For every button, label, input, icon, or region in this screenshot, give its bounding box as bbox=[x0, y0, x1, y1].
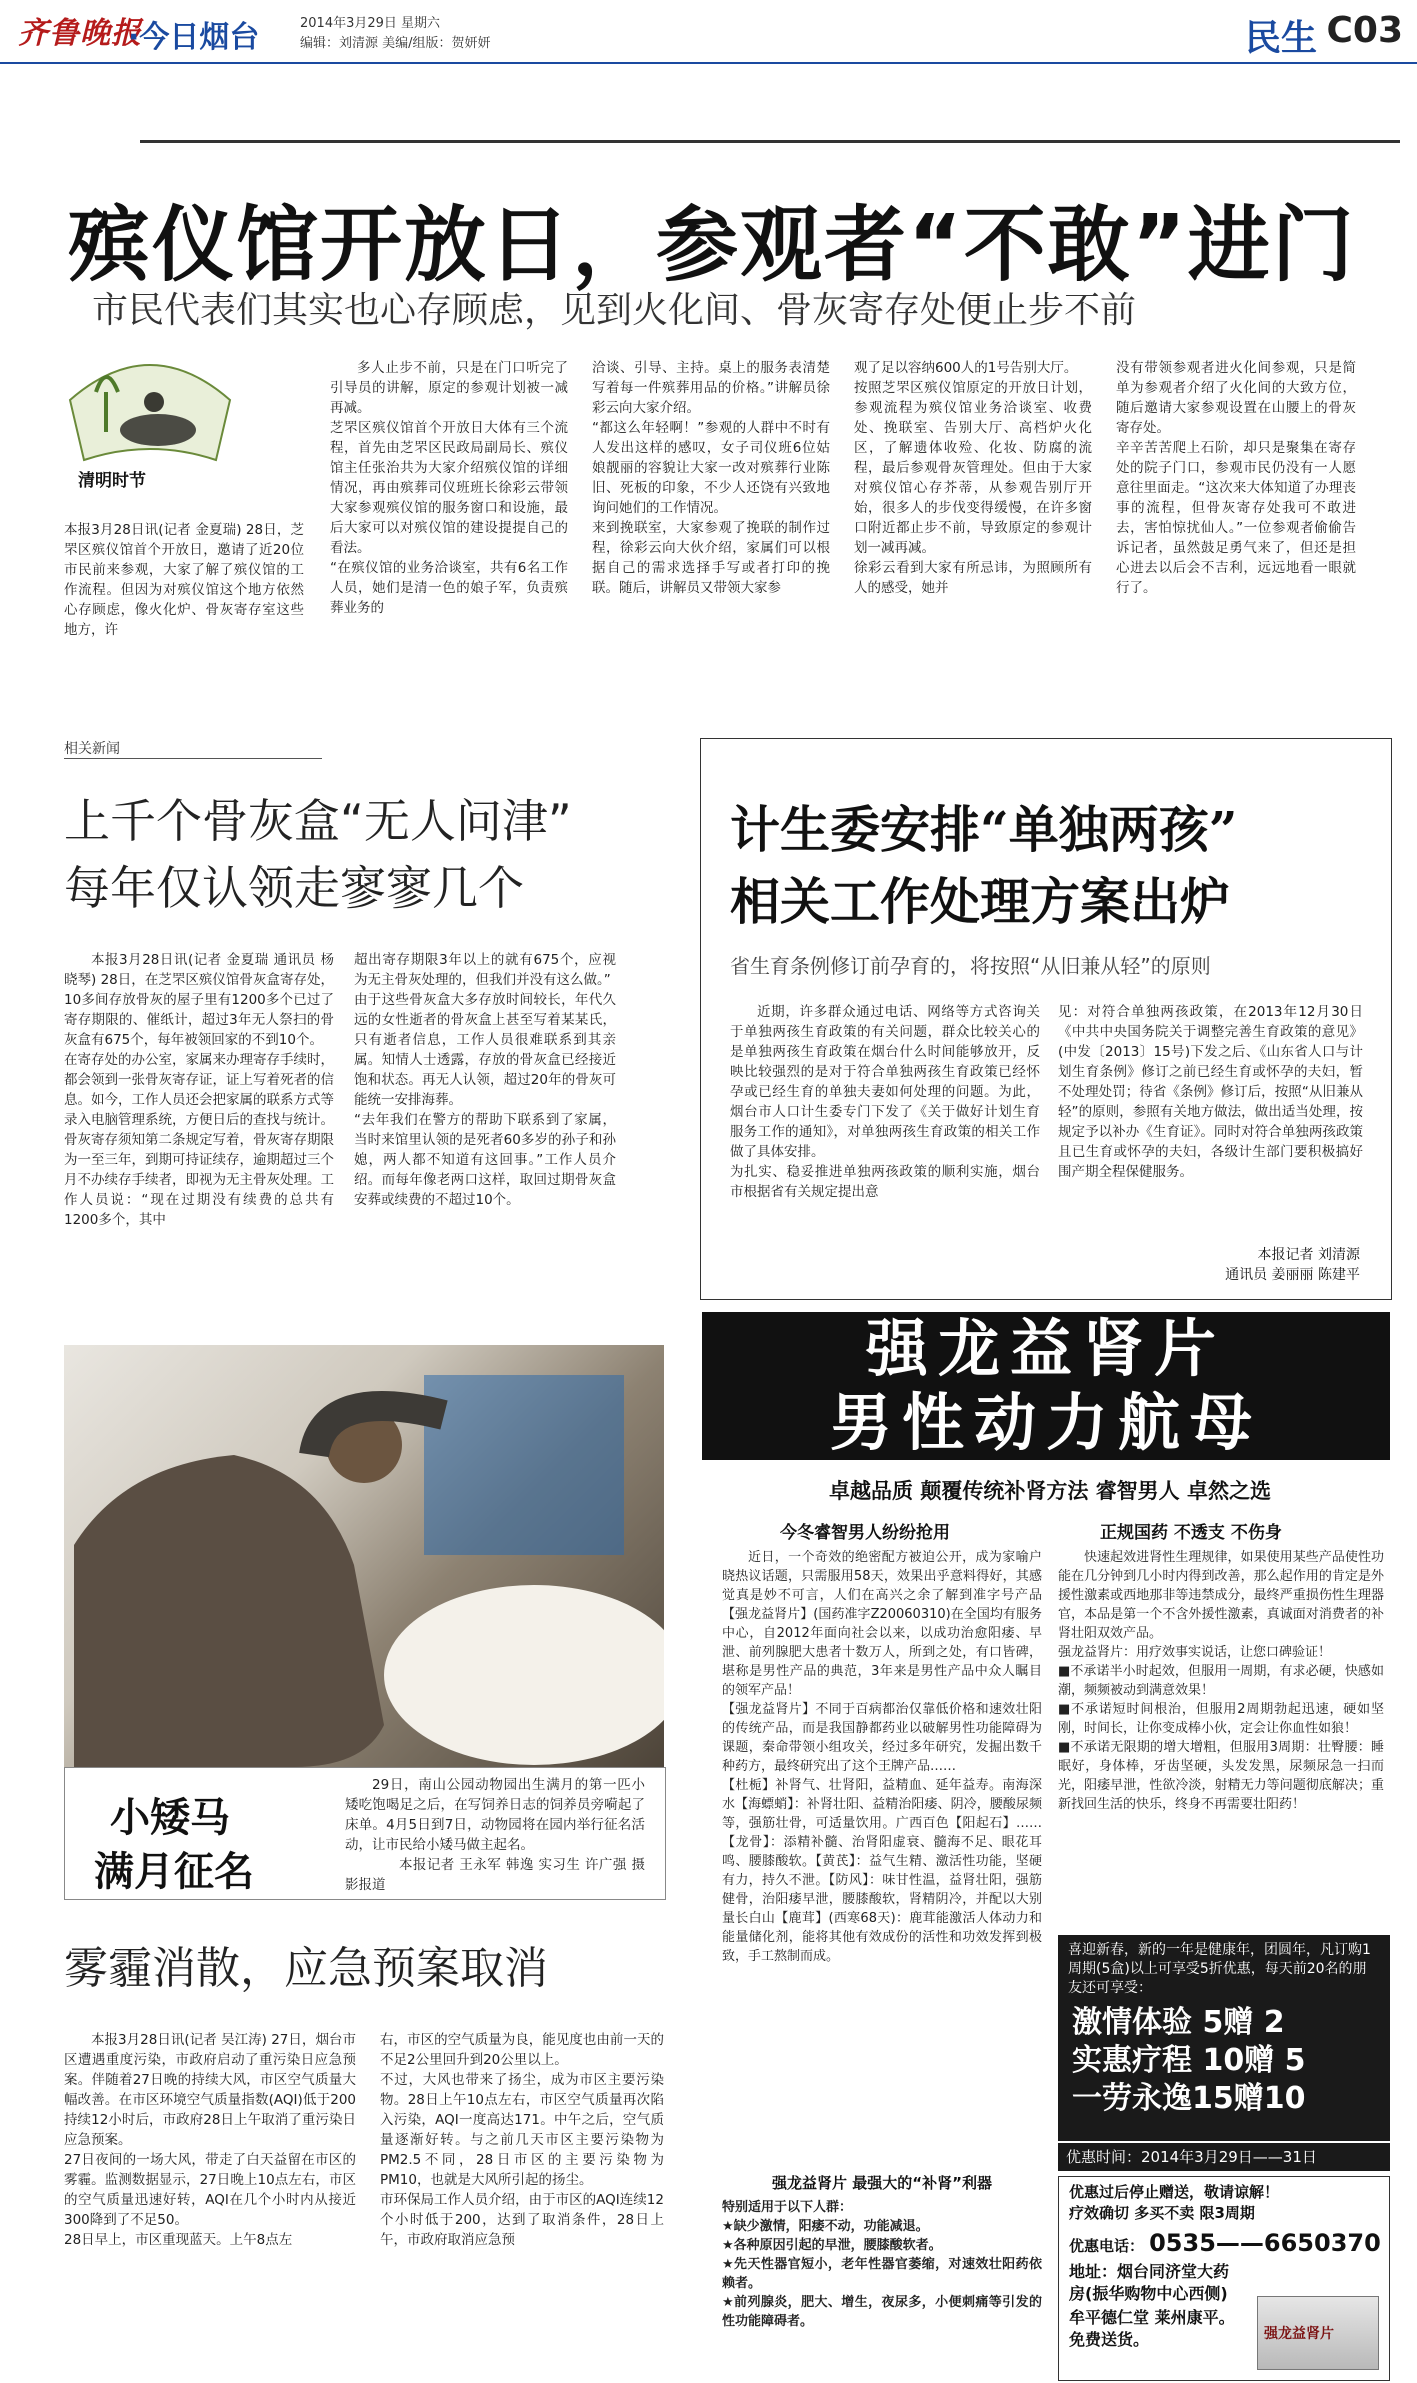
promo-offer-1: 激情体验 5赠 2 bbox=[1072, 2005, 1285, 2040]
ad-banner bbox=[702, 1312, 1390, 1460]
urns-col-1-text: 本报3月28日讯(记者 金夏瑞 通讯员 杨晓琴) 28日，在芝罘区殡仪馆骨灰盒寄存处，10多间存放骨灰的屋子里有1200多个已过了寄存期限的、催纸计，超过3年无人祭扫的骨灰盒有675个，每年被领回家的不到10个。 在寄存处的办公室，家属来办理寄存手续时，都会领到一张骨灰寄存证，证上写着死者的信息。如今，工作人员还会把家属的联系方式等录入电脑管理系统，方便日后的查找与统计。 骨灰寄存须知第二条规定写着，骨灰寄存期限为一至三年，到期可持证续存，逾期超过三个月不办续存手续者，即视为无主骨灰处理。工作人员说：“现在过期没有续费的总共有1200多个，其中 bbox=[64, 952, 334, 1228]
notice-line-2: 疗效确切 多买不卖 限3周期 bbox=[1069, 2204, 1255, 2222]
lead-col-1: 本报3月28日讯(记者 金夏瑞) 28日，芝罘区殡仪馆首个开放日，邀请了近20位市民前来参观，大家了解了殡仪馆的工作流程。但因为对殡仪馆这个地方依然心存顾虑，像火化炉、骨灰寄存室这些地方，许 bbox=[64, 522, 304, 638]
ad-left-subheading: 强龙益肾片 最强大的“补肾”利器 bbox=[772, 2174, 992, 2192]
promo-offer-2: 实惠疗程 10赠 5 bbox=[1072, 2043, 1306, 2078]
product-box-image bbox=[1257, 2296, 1379, 2370]
lead-title: 殡仪馆开放日，参观者“不敢”进门 bbox=[68, 198, 1356, 293]
promo-text: 喜迎新春，新的一年是健康年，团圆年，凡订购1周期(5盒)以上可享受5折优惠，每天前20名的朋友还可享受： bbox=[1068, 1942, 1371, 1996]
issue-editors: 编辑：刘清源 美编/组版：贺妍妍 bbox=[300, 36, 491, 51]
ad-heading-left: 今冬睿智男人纷纷抢用 bbox=[780, 1523, 950, 1543]
phone-label: 优惠电话： bbox=[1069, 2237, 1145, 2255]
pony-photo bbox=[64, 1345, 664, 1767]
lead-col-3-text: 洽谈、引导、主持。桌上的服务表清楚写着每一件殡葬用品的价格。”讲解员徐彩云向大家介绍。 “都这么年轻啊！”参观的人群中不时有人发出这样的感叹，女子司仪班6位姑娘靓丽的容貌让大家一改对殡葬行业陈旧、死板的印象，不少人还饶有兴致地询问她们的工作情况。 来到挽联室，大家参观了挽联的制作过程，徐彩云向大伙介绍，家属们可以根据自己的需求选择手写或者打印的挽联。随后，讲解员又带领大家参 bbox=[592, 360, 830, 596]
newspaper-logo: 齐鲁晚报 bbox=[18, 16, 142, 51]
birth-byline bbox=[1160, 1245, 1360, 1285]
pony-caption-text bbox=[345, 1775, 645, 1895]
pony-title-1: 小矮马 bbox=[110, 1795, 230, 1841]
other-stores: 牟平德仁堂 莱州康平。免费送货。 bbox=[1069, 2308, 1235, 2349]
ad-heading-right: 正规国药 不透支 不伤身 bbox=[1100, 1523, 1282, 1543]
birth-col-1 bbox=[730, 1002, 1040, 1287]
pastoral-illustration bbox=[66, 330, 234, 480]
birth-title-1: 计生委安排“单独两孩” bbox=[730, 800, 1238, 859]
ad-slogan: 卓越品质 颠覆传统补肾方法 睿智男人 卓然之选 bbox=[829, 1479, 1271, 1503]
urns-col-1 bbox=[64, 950, 334, 1298]
smog-title: 雾霾消散，应急预案取消 bbox=[64, 1943, 548, 1994]
ad-right-col bbox=[1058, 1548, 1384, 1928]
ad-title-2: 男性动力航母 bbox=[829, 1386, 1262, 1459]
pony-caption: 29日，南山公园动物园出生满月的第一匹小矮吃饱喝足之后，在写饲养日志的饲养员旁嗬起了床单。4月5日到7日，动物园将在园内举行征名活动，让市民给小矮马做主起名。 bbox=[345, 1777, 645, 1853]
related-news-tag bbox=[64, 738, 322, 759]
ad-left-list bbox=[722, 2198, 1042, 2376]
ad-left-col bbox=[722, 1548, 1042, 2168]
ad-left-list-text: 特别适用于以下人群： ★缺少激情，阳痿不动，功能减退。 ★各种原因引起的早泄，腰膝酸软者。 ★先天性器官短小，老年性器官萎缩，对速效壮阳药依赖者。 ★前列腺炎，肥大、增生，夜尿多，小便刺痛等引发的性功能障碍者。 bbox=[722, 2200, 1042, 2329]
phone-row bbox=[1059, 2223, 1389, 2257]
lead-col-3 bbox=[592, 358, 830, 718]
lead-col-2-text: 多人止步不前，只是在门口听完了引导员的讲解，原定的参观计划被一减再减。 芝罘区殡仪馆首个开放日大体有三个流程，首先由芝罘区民政局副局长、殡仪馆主任张治共为大家介绍殡仪馆的详细情况，再由殡葬司仪班班长徐彩云带领大家参观殡仪馆的服务窗口和设施，最后大家可以对殡仪馆的建设提提自己的看法。 “在殡仪馆的业务洽谈室，共有6名工作人员，她们是清一色的娘子军，负责殡葬业务的 bbox=[330, 360, 568, 616]
promo-box bbox=[1058, 1935, 1390, 2141]
birth-byline-correspondent: 通讯员 姜丽丽 陈建平 bbox=[1225, 1267, 1360, 1283]
lead-subtitle: 市民代表们其实也心存顾虑，见到火化间、骨灰寄存处便止步不前 bbox=[92, 290, 1137, 331]
lead-top-rule bbox=[140, 140, 1400, 143]
ad-right-text: 快速起效进肾性生理规律，如果使用某些产品使性功能在几分钟到几小时内得到改善，那么起作用的肯定是外援性激素或西地那非等违禁成分，最终严重损伤性生理器官，本品是第一个不含外援性激素，真诚面对消费者的补肾壮阳双效产品。 强龙益肾片：用疗效事实说话，让您口碑验证！ ■不承诺半小时起效，但服用一周期，有求必硬，快感如潮，频频被动到满意效果！ ■不承诺短时间根治，但服用2周期勃起迅速，硬如坚刚，时间长，让你变成棒小伙，定会让你血性如狼！ ■不承诺无限期的增大增粗，但服用3周期：壮臀腰：睡眠好，身体棒，牙齿坚硬，头发发黑，尿频尿急一扫而光，阳痿早泄，性欲冷淡，射精无力等问题彻底解决；重新找回生活的快乐，终身不再需要壮阳药！ bbox=[1058, 1550, 1384, 1812]
birth-subtitle: 省生育条例修订前孕育的，将按照“从旧兼从轻”的原则 bbox=[730, 954, 1211, 978]
smog-col-1 bbox=[64, 2030, 356, 2375]
store-address: 地址：烟台同济堂大药房(振华购物中心西侧) bbox=[1069, 2262, 1230, 2303]
pony-photo-illustration bbox=[64, 1345, 664, 1767]
lead-col-5-text: 没有带领参观者进火化间参观，只是简单为参观者介绍了火化间的大致方位，随后邀请大家参观设置在山腰上的骨灰寄存处。 辛辛苦苦爬上石阶，却只是聚集在寄存处的院子门口，参观市民仍没有一人愿意往里面走。“这次来大体知道了办理丧事的流程，但骨灰寄存处我可不敢进去，害怕惊扰仙人。”一位参观者偷偷告诉记者，虽然鼓足勇气来了，但还是担心进去以后会不吉利，远远地看一眼就行了。 bbox=[1116, 360, 1356, 596]
urns-title-1: 上千个骨灰盒“无人问津” bbox=[64, 794, 572, 848]
lead-col-4-text: 观了足以容纳600人的1号告别大厅。 按照芝罘区殡仪馆原定的开放日计划，参观流程为殡仪馆业务洽谈室、收费处、挽联室、告别大厅、高档炉火化区，了解遗体收殓、化妆、防腐的流程，最后参观骨灰管理处。但由于大家对殡仪馆心存芥蒂，从参观告别厅开始，很多人的步伐变得缓慢，在许多窗口附近都止步不前，导致原定的参观计划一减再减。 徐彩云看到大家有所忌讳，为照顾所有人的感受，她并 bbox=[854, 360, 1092, 596]
birth-col-2-text: 见：对符合单独两孩政策，在2013年12月30日《中共中央国务院关于调整完善生育政策的意见》(中发〔2013〕15号)下发之后、《山东省人口与计划生育条例》修订之前已经生育或怀孕的夫妇，暂不处理处罚；待省《条例》修订后，按照“从旧兼从轻”的原则，参照有关地方做法，做出适当处理，按规定予以补办《生育证》。同时对符合单独两孩政策且已生育或怀孕的夫妇，各级计生部门要积极搞好围产期全程保健服务。 bbox=[1058, 1004, 1363, 1180]
urns-col-2-text: 超出寄存期限3年以上的就有675个，应视为无主骨灰处理的，但我们并没有这么做。” 由于这些骨灰盒大多存放时间较长，年代久远的女性逝者的骨灰盒上甚至写着某某氏，只有逝者信息，工作人员很难联系到其亲属。知情人士透露，存放的骨灰盒已经接近饱和状态。再无人认领，超过20年的骨灰可能统一安排海葬。 “去年我们在警方的帮助下联系到了家属，当时来馆里认领的是死者60多岁的孙子和孙媳，两人都不知道有这回事。”工作人员介绍。而每年像老两口这样，取回过期骨灰盒安葬或续费的不超过10个。 bbox=[354, 952, 616, 1208]
promo-period: 优惠时间：2014年3月29日——31日 bbox=[1058, 2143, 1390, 2171]
promo-offer-3: 一劳永逸15赠10 bbox=[1072, 2081, 1306, 2116]
lead-col-5 bbox=[1116, 358, 1356, 718]
ad-left-text: 近日，一个奇效的绝密配方被迫公开，成为家喻户晓热议话题，只需服用58天，效果出乎意料得好，其感觉真是妙不可言，人们在高兴之余了解到准字号产品【强龙益肾片】(国药准字Z20060310)在全国均有服务中心，自2012年面向社会以来，以成功治愈阳痿、早泄、前列腺肥大患者十数万人，所到之处，有口皆碑，堪称是男性产品的典范，3年来是男性产品中众人瞩目的领军产品！ 【强龙益肾片】不同于百病都治仅靠低价格和速效壮阳的传统产品，而是我国静都药业以破解男性功能障碍为课题，秦命带领小组攻关，经过多年研究，发掘出数千种药方，最终研究出了这个王牌产品…… 【杜栀】补肾气、壮肾阳，益精血、延年益寿。南海深水【海螵蛸】：补肾壮阳、益精治阳痿、阴冷，腰酸尿频等，强筋壮骨，可适量饮用。广西百色【阳起石】……【龙骨】：添精补髓、治肾阳虚衰、髓海不足、眼花耳鸣、腰膝酸软。【黄芪】：益气生精、激活性功能，坚硬有力，持久不泄。【防风】：味甘性温，益肾壮阳，强筋健骨，治阳痿早泄，腰膝酸软，肾精阴冷，并配以大别量长白山【鹿茸】(西寒68天)：鹿茸能激活人体动力和能量储化剂，能将其他有效成份的活性和功效发挥到极致，手工熬制而成。 bbox=[722, 1550, 1042, 1964]
section-name: 民生 bbox=[1244, 18, 1317, 59]
pony-title-2: 满月征名 bbox=[94, 1849, 254, 1895]
ad-title-1: 强龙益肾片 bbox=[865, 1312, 1226, 1385]
page-number: C03 bbox=[1326, 10, 1403, 51]
smog-col-1-text: 本报3月28日讯(记者 吴江涛) 27日，烟台市区遭遇重度污染，市政府启动了重污染日应急预案。伴随着27日晚的持续大风，市区空气质量大幅改善。在市区环境空气质量指数(AQI)低于200持续12小时后，市政府28日上午取消了重污染日应急预案。 27日夜间的一场大风，带走了白天益留在市区的雾霾。监测数据显示，27日晚上10点左右，市区的空气质量迅速好转，AQI在几个小时内从接近300降到了不足50。 28日早上，市区重现蓝天。上午8点左 bbox=[64, 2032, 356, 2248]
related-news-label: 相关新闻 bbox=[64, 741, 120, 757]
column-name: ·今日烟台 bbox=[128, 20, 260, 55]
notice-line-1: 优惠过后停止赠送，敬请谅解！ bbox=[1069, 2183, 1280, 2201]
badge-label: 清明时节 bbox=[78, 471, 146, 491]
issue-meta bbox=[300, 14, 491, 54]
product-box-label: 强龙益肾片 bbox=[1264, 2326, 1334, 2342]
birth-title-2: 相关工作处理方案出炉 bbox=[730, 872, 1230, 931]
birth-col-2 bbox=[1058, 1002, 1363, 1242]
lead-col-2 bbox=[330, 358, 568, 718]
smog-col-2-text: 右，市区的空气质量为良，能见度也由前一天的不足2公里回升到20公里以上。 不过，大风也带来了扬尘，成为市区主要污染物。28日上午10点左右，市区空气质量再次陷入污染，AQI一度高达171。中午之后，空气质量逐渐好转。与之前几天市区主要污染物为PM2.5不同，28日市区的主要污染物为PM10，也就是大风所引起的扬尘。 市环保局工作人员介绍，由于市区的AQI连续12个小时低于200，达到了取消条件，28日上午，市政府取消应急预 bbox=[380, 2032, 664, 2248]
phone-number[interactable]: 0535——6650370 bbox=[1149, 2229, 1381, 2257]
pony-credit: 本报记者 王永军 韩逸 实习生 许广强 摄影报道 bbox=[345, 1857, 645, 1893]
contact-box bbox=[1058, 2176, 1390, 2381]
birth-col-1-text: 近期，许多群众通过电话、网络等方式咨询关于单独两孩生育政策的有关问题，群众比较关心的是单独两孩生育政策在烟台什么时间能够放开，反映比较强烈的是对于符合单独两孩生育政策已经怀孕或已经生育的单独夫妻如何处理的问题。为此，烟台市人口计生委专门下发了《关于做好计划生育服务工作的通知》，对单独两孩生育政策的相关工作做了具体安排。 为扎实、稳妥推进单独两孩政策的顺利实施，烟台市根据省有关规定提出意 bbox=[730, 1004, 1040, 1200]
urns-title-2: 每年仅认领走寥寥几个 bbox=[64, 861, 524, 915]
issue-date: 2014年3月29日 星期六 bbox=[300, 16, 441, 31]
urns-col-2 bbox=[354, 950, 616, 1298]
lead-col-4 bbox=[854, 358, 1092, 718]
badge-qingming bbox=[66, 330, 234, 500]
birth-byline-reporter: 本报记者 刘清源 bbox=[1257, 1247, 1360, 1263]
smog-col-2 bbox=[380, 2030, 664, 2375]
header-rule bbox=[0, 62, 1417, 64]
